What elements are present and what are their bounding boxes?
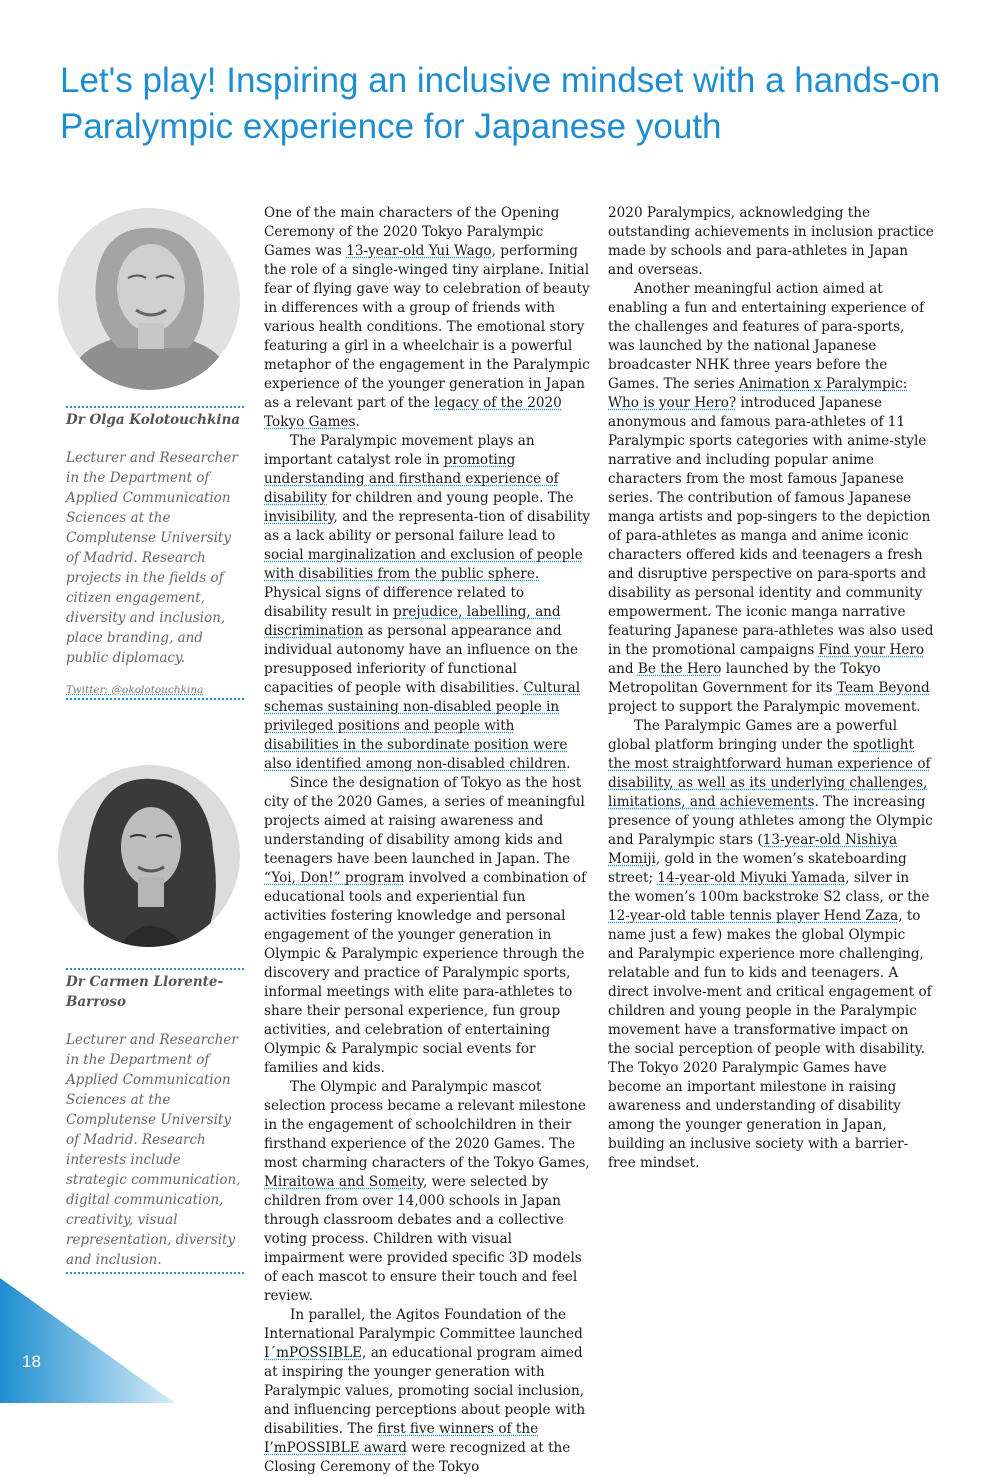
divider: [66, 1272, 244, 1274]
author-photo-carmen: [58, 765, 240, 947]
article-paragraph: 2020 Paralympics, acknowledging the outstanding achievements in inclusion practice made by schools and para-athletes in Japan and overseas.: [608, 205, 934, 278]
author-photo-olga: [58, 208, 240, 390]
article-paragraph: The Olympic and Paralympic mascot selection process became a relevant milestone in the engagement of schoolchildren in their firsthand experience of the 2020 Games. The most charming characters of the Tokyo Games, Miraitowa and Someity, were selected by children from over 14,000 schools in Japan through classroom debates and a collective voting process. Children with visual impairment were provided specific 3D models of each mascot to ensure their touch and feel review.: [264, 1079, 590, 1304]
author-name: Dr Carmen Llorente-Barroso: [66, 974, 224, 1010]
inline-link[interactable]: 13-year-old Yui Wago: [346, 243, 492, 259]
author-card-olga: [66, 406, 244, 700]
inline-link[interactable]: first five winners of the I’mPOSSIBLE award: [264, 1421, 539, 1456]
inline-link[interactable]: 13-year-old Nishiya Momiji: [608, 832, 898, 867]
page-number: 18: [22, 1352, 41, 1371]
inline-link[interactable]: 12-year-old table tennis player Hend Zaza: [608, 908, 899, 924]
author-card-carmen: [66, 968, 244, 1274]
article-paragraph: The Paralympic Games are a powerful global platform bringing under the spotlight the most straightforward human experience of disability, as well as its underlying challenges, limitations, and achievements. The increasing presence of young athletes among the Olympic and Paralympic stars (13-year-old Nishiya Momiji, gold in the women’s skateboarding street; 14-year-old Miyuki Yamada, silver in the women’s 100m backstroke S2 class, or the 12-year-old table tennis player Hend Zaza, to name just a few) makes the global Olympic and Paralympic experience more challenging, relatable and fun to kids and teenagers. A direct involve-ment and critical engagement of children and young people in the Paralympic movement have a transformative impact on the social perception of people with disability. The Tokyo 2020 Paralympic Games have become an important milestone in raising awareness and understanding of disability among the younger generation in Japan, building an inclusive society with a barrier-free mindset.: [608, 718, 933, 1171]
inline-link[interactable]: “Yoi, Don!” program: [264, 870, 405, 886]
inline-link[interactable]: spotlight the most straightforward human experience of disability, as well as its underlying challenges, limitations, and achievements: [608, 737, 931, 810]
inline-link[interactable]: Cultural schemas sustaining non-disabled people in privileged positions and people with disabilities in the subordinate position were also identified among non-disabled children: [264, 680, 581, 772]
inline-link[interactable]: Team Beyond: [836, 680, 930, 696]
article-paragraph: Another meaningful action aimed at enabling a fun and entertaining experience of the challenges and features of para-sports, was launched by the national Japanese broadcaster NHK three years before the Games. The series Animation x Paralympic: Who is your Hero? introduced Japanese anonymous and famous para-athletes of 11 Paralympic sports categories with anime-style narrative and including popular anime characters from the most famous Japanese series. The contribution of famous Japanese manga artists and pop-singers to the depiction of para-athletes as manga and anime iconic characters offered kids and teenagers a fresh and disruptive perspective on para-sports and disability as personal identity and community empowerment. The iconic manga narrative featuring Japanese para-athletes was also used in the promotional campaigns Find your Hero and Be the Hero launched by the Tokyo Metropolitan Government for its Team Beyond project to support the Paralympic movement.: [608, 281, 934, 715]
divider: [66, 968, 244, 970]
inline-link[interactable]: Find your Hero: [818, 642, 925, 658]
inline-link[interactable]: promoting understanding and firsthand experience of disability: [264, 452, 559, 506]
inline-link[interactable]: legacy of the 2020 Tokyo Games: [264, 395, 562, 430]
article-paragraph: Since the designation of Tokyo as the host city of the 2020 Games, a series of meaningful projects aimed at raising awareness and understanding of disability among kids and teenagers have been launched in Japan. The “Yoi, Don!” program involved a combination of educational tools and experiential fun activities fostering knowledge and personal engagement of the younger generation in Olympic & Paralympic experience through the discovery and practice of Paralympic sports, informal meetings with elite para-athletes to share their personal experience, fun group activities, and celebration of entertaining Olympic & Paralympic social events for families and kids.: [264, 775, 587, 1076]
inline-link[interactable]: invisibility: [264, 509, 334, 525]
author-bio: Lecturer and Researcher in the Department of Applied Communication Sciences at the Complutense University of Madrid. Research projects in the fields of citizen engagement, diversity and inclusion, place branding, and public diplomacy.: [66, 450, 238, 666]
article-paragraph: One of the main characters of the Opening Ceremony of the 2020 Tokyo Paralympic Games was 13-year-old Yui Wago, performing the role of a single-winged tiny airplane. Initial fear of flying gave way to celebration of beauty in differences with a group of friends with various health conditions. The emotional story featuring a girl in a wheelchair is a powerful metaphor of the engagement in the Paralympic experience of the younger generation in Japan as a relevant part of the legacy of the 2020 Tokyo Games.: [264, 205, 590, 430]
divider: [66, 698, 244, 700]
inline-link[interactable]: I´mPOSSIBLE: [264, 1345, 363, 1361]
inline-link[interactable]: 14-year-old Miyuki Yamada: [657, 870, 846, 886]
article-paragraph: In parallel, the Agitos Foundation of the International Paralympic Committee launched I´mPOSSIBLE, an educational program aimed at inspiring the younger generation with Paralympic values, promoting social inclusion, and influencing perceptions about people with disabilities. The first five winners of the I’mPOSSIBLE award were recognized at the Closing Ceremony of the Tokyo: [264, 1307, 586, 1475]
article-title: Let's play! Inspiring an inclusive mindset with a hands-on Paralympic experience for Japanese youth: [60, 61, 941, 146]
twitter-handle-link[interactable]: Twitter: @okolotouchkina: [66, 684, 204, 696]
author-name: Dr Olga Kolotouchkina: [66, 412, 241, 428]
inline-link[interactable]: Be the Hero: [637, 661, 722, 677]
article-column-1: [264, 204, 590, 1477]
divider: [66, 406, 244, 408]
article-column-2: [608, 204, 934, 1173]
inline-link[interactable]: social marginalization and exclusion of people with disabilities from the public sphere.: [264, 547, 583, 582]
inline-link[interactable]: Animation x Paralympic: Who is your Hero?: [608, 376, 908, 411]
inline-link[interactable]: prejudice, labelling, and discrimination: [264, 604, 561, 639]
author-bio: Lecturer and Researcher in the Department of Applied Communication Sciences at the Complutense University of Madrid. Research interests include strategic communication, digital communication, creativity, visual representation, diversity and inclusion.: [66, 1032, 241, 1268]
corner-triangle-decoration: [0, 1278, 175, 1403]
inline-link[interactable]: Miraitowa and Someity: [264, 1174, 423, 1190]
article-paragraph: The Paralympic movement plays an important catalyst role in promoting understanding and firsthand experience of disability for children and young people. The invisibility, and the representa-tion of disability as a lack ability or personal failure lead to social marginalization and exclusion of people with disabilities from the public sphere. Physical signs of difference related to disability result in prejudice, labelling, and discrimination as personal appearance and individual autonomy have an influence on the presupposed inferiority of functional capacities of people with disabilities. Cultural schemas sustaining non-disabled people in privileged positions and people with disabilities in the subordinate position were also identified among non-disabled children.: [264, 433, 591, 772]
